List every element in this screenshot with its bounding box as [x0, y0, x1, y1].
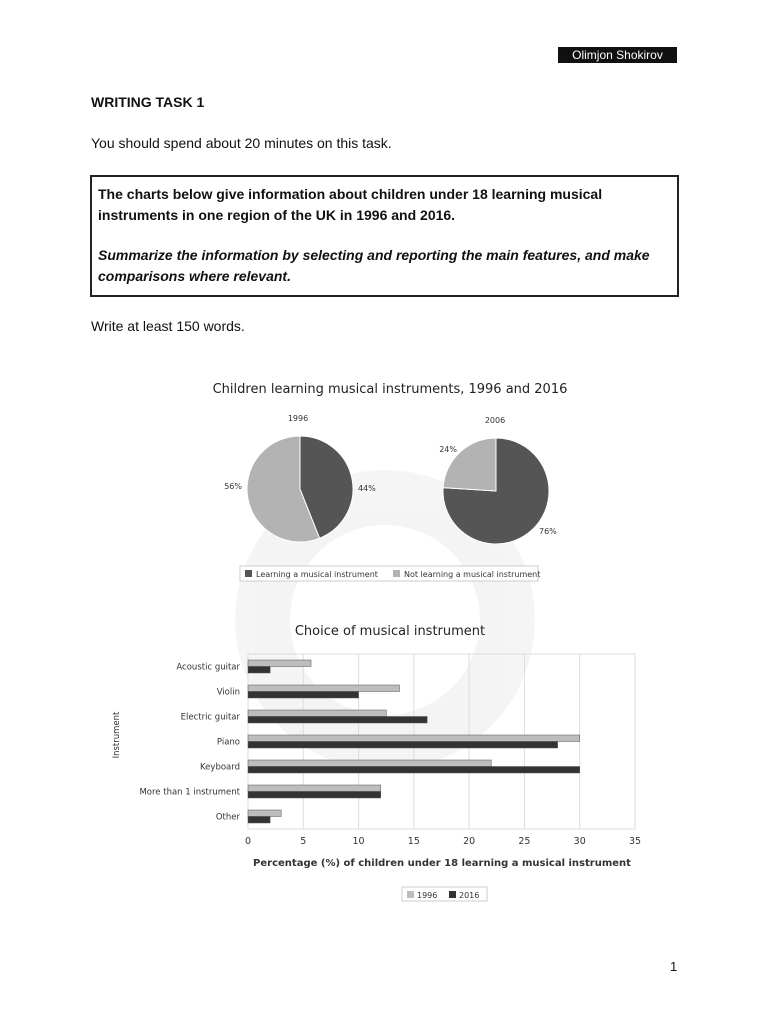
bar-category-labels — [139, 663, 240, 823]
pie-1996-label-not-learning: 56% — [224, 482, 242, 491]
task-title: WRITING TASK 1 — [91, 94, 205, 110]
pie-chart-title: Children learning musical instruments, 1996 and 2016 — [212, 382, 568, 397]
pie-1996-label-learning: 44% — [358, 484, 376, 493]
bar-2016 — [248, 817, 270, 824]
legend-1996: 1996 — [417, 891, 438, 900]
pie-2006-label-learning: 76% — [539, 527, 557, 536]
bar-chart-title: Choice of musical instrument — [294, 624, 486, 639]
x-tick-label: 15 — [407, 836, 420, 847]
legend-2016: 2016 — [459, 891, 480, 900]
time-instruction: You should spend about 20 minutes on this task. — [91, 135, 392, 151]
bar-2016 — [248, 767, 580, 774]
author-label: Olimjon Shokirov — [558, 47, 677, 63]
bar-1996 — [248, 685, 399, 692]
bar-x-axis-label: Percentage (%) of children under 18 learning a musical instrument — [253, 858, 631, 869]
task-directive: Summarize the information by selecting and reporting the main features, and make comparisons where relevant. — [98, 247, 650, 284]
bar-2016 — [248, 792, 381, 799]
x-tick-label: 0 — [244, 836, 252, 847]
bar-y-axis-label: Instrument — [112, 711, 122, 759]
bar-legend — [402, 887, 487, 901]
bar-1996 — [248, 760, 491, 767]
legend-swatch-learning — [245, 570, 252, 577]
bar-2016 — [248, 667, 270, 674]
category-label: Acoustic guitar — [176, 662, 240, 673]
bar-x-ticks — [245, 836, 641, 847]
legend-swatch-1996 — [407, 891, 414, 898]
category-label: Electric guitar — [180, 712, 240, 723]
x-tick-label: 10 — [352, 836, 365, 847]
pie-legend — [240, 566, 540, 581]
legend-learning: Learning a musical instrument — [256, 570, 378, 579]
legend-swatch-not-learning — [393, 570, 400, 577]
legend-not-learning: Not learning a musical instrument — [404, 570, 541, 579]
pie-1996 — [247, 436, 353, 542]
pie-1996-subtitle: 1996 — [287, 414, 309, 423]
category-label: Other — [215, 812, 240, 823]
bar-1996 — [248, 810, 281, 817]
x-tick-label: 30 — [573, 836, 586, 847]
page-number: 1 — [670, 959, 678, 974]
pie-2006 — [443, 438, 549, 544]
bar-1996 — [248, 735, 580, 742]
x-tick-label: 35 — [628, 836, 642, 847]
bar-2016 — [248, 742, 558, 749]
bar-1996 — [248, 785, 381, 792]
bar-1996 — [248, 660, 311, 667]
bar-1996 — [248, 710, 386, 717]
x-tick-label: 5 — [300, 836, 307, 847]
legend-swatch-2016 — [449, 891, 456, 898]
word-limit: Write at least 150 words. — [91, 318, 245, 334]
category-label: Violin — [216, 687, 240, 698]
x-tick-label: 25 — [518, 836, 531, 847]
pie-2006-label-not-learning: 24% — [439, 445, 457, 454]
category-label: More than 1 instrument — [139, 787, 240, 798]
bar-2016 — [248, 717, 427, 724]
bar-2016 — [248, 692, 359, 699]
category-label: Keyboard — [200, 762, 240, 773]
task-prompt: The charts below give information about children under 18 learning musical instruments in one region of the UK in 1996 and 2016. — [98, 186, 603, 223]
category-label: Piano — [216, 737, 240, 748]
pie-2006-subtitle: 2006 — [484, 416, 506, 425]
x-tick-label: 20 — [463, 836, 476, 847]
